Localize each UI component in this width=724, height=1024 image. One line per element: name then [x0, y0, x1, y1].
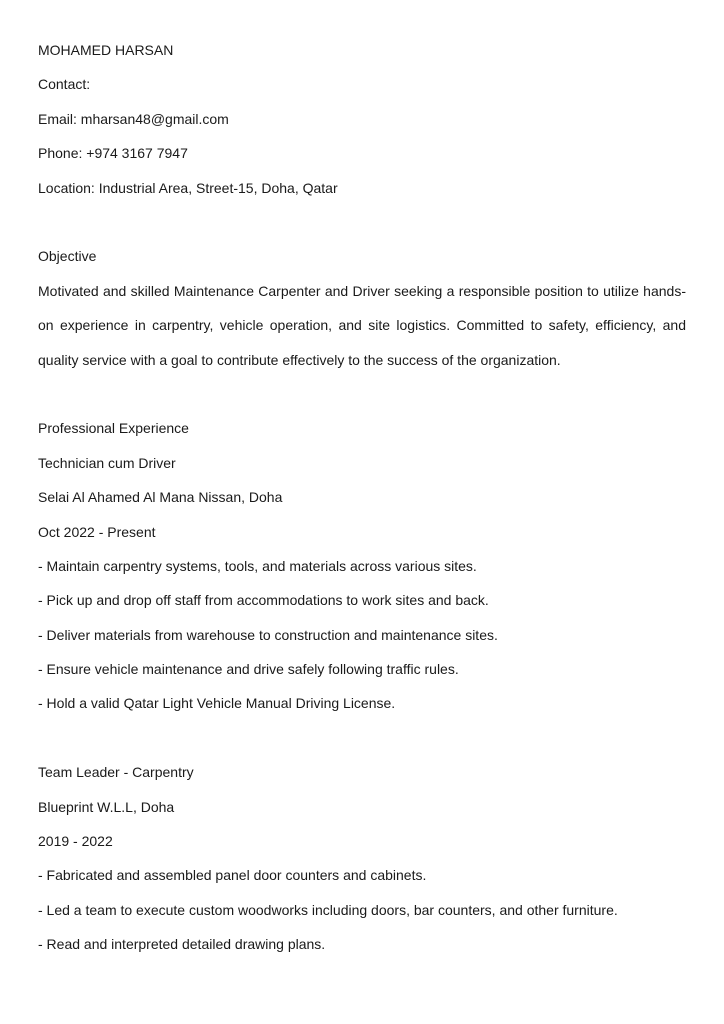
job-company: Blueprint W.L.L, Doha [38, 798, 175, 815]
location-line: Location: Industrial Area, Street-15, Doha, Qatar [38, 179, 338, 196]
contact-label: Contact: [38, 76, 91, 93]
job-bullet: - Hold a valid Qatar Light Vehicle Manual Driving License. [38, 695, 396, 712]
phone-line: Phone: +974 3167 7947 [38, 145, 188, 162]
job-entry-2 [38, 762, 686, 968]
candidate-name: MOHAMED HARSAN [38, 42, 174, 58]
job-dates: 2019 - 2022 [38, 833, 113, 850]
job-company: Selai Al Ahamed Al Mana Nissan, Doha [38, 489, 283, 506]
objective-text: Motivated and skilled Maintenance Carpenter and Driver seeking a responsible position to utilize hands-on experience in carpentry, vehicle operation, and site logistics. Committed to safety, efficiency, and quality service with a goal to contribute effectively to the success of the organization. [38, 282, 686, 368]
job-bullet: - Fabricated and assembled panel door counters and cabinets. [38, 867, 427, 884]
job-bullet: - Deliver materials from warehouse to construction and maintenance sites. [38, 626, 498, 643]
email-line: Email: mharsan48@gmail.com [38, 110, 229, 127]
job-title: Team Leader - Carpentry [38, 764, 194, 781]
job-bullet: - Ensure vehicle maintenance and drive safely following traffic rules. [38, 661, 459, 678]
spacer [38, 384, 686, 418]
job-dates: Oct 2022 - Present [38, 523, 156, 540]
objective-heading: Objective [38, 248, 97, 265]
job-bullet: - Read and interpreted detailed drawing plans. [38, 936, 326, 953]
spacer [38, 728, 686, 762]
job-bullet: - Maintain carpentry systems, tools, and materials across various sites. [38, 557, 477, 574]
experience-heading: Professional Experience [38, 420, 189, 437]
job-title: Technician cum Driver [38, 454, 176, 471]
job-bullet: - Led a team to execute custom woodworks including doors, bar counters, and other furniture. [38, 901, 618, 918]
spacer [38, 212, 686, 246]
resume-page [38, 40, 686, 969]
job-entry-1 [38, 453, 686, 728]
job-bullet: - Pick up and drop off staff from accommodations to work sites and back. [38, 592, 489, 609]
